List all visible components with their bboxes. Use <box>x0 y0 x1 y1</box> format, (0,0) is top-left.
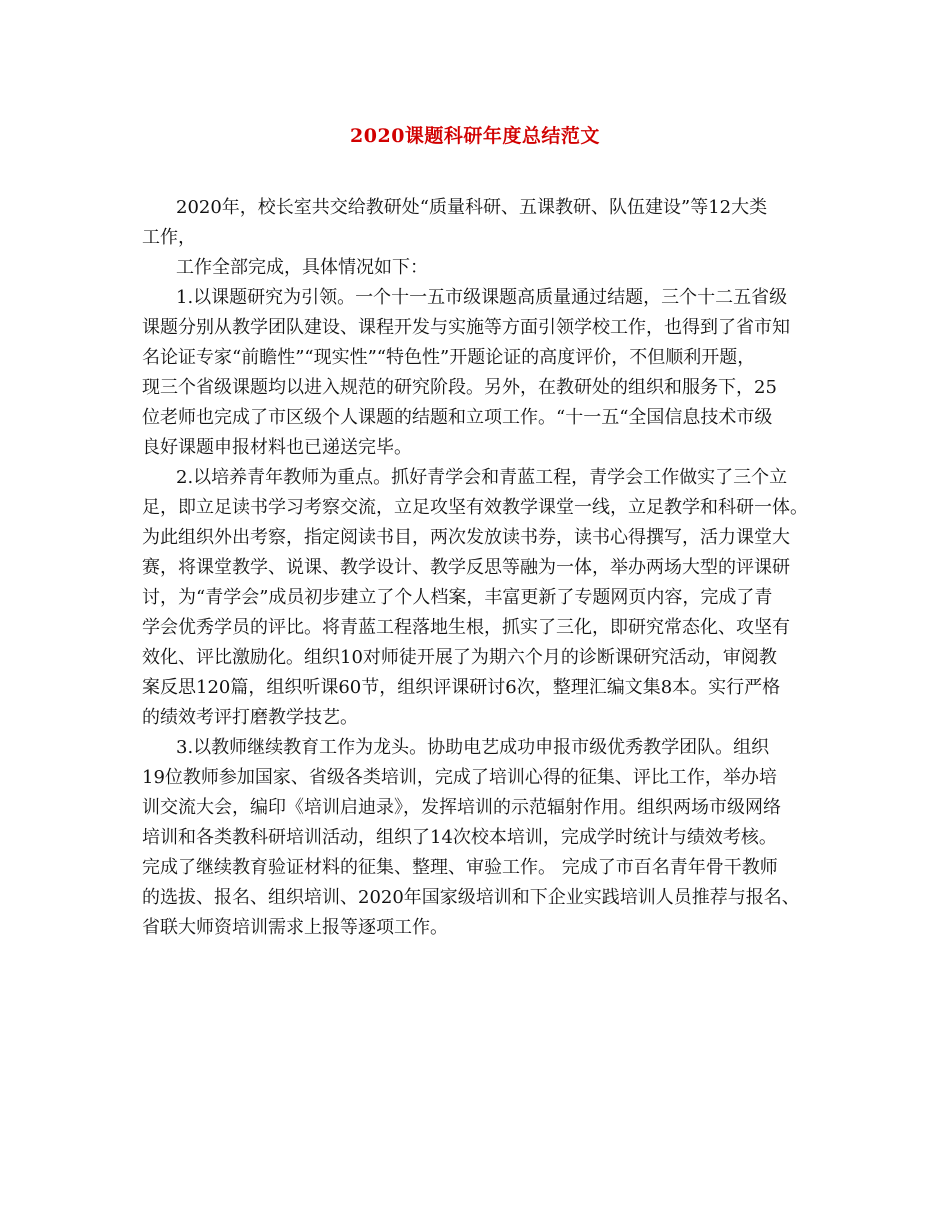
body-line: 培训和各类教科研培训活动，组织了14次校本培训，完成学时统计与绩效考核。 <box>142 827 777 848</box>
body-line: 省联大师资培训需求上报等逐项工作。 <box>142 917 448 938</box>
body-line: 19位教师参加国家、省级各类培训，完成了培训心得的征集、评比工作，举办培 <box>142 767 777 788</box>
body-line: 工作全部完成，具体情况如下： <box>176 257 428 278</box>
body-line: 学会优秀学员的评比。将青蓝工程落地生根，抓实了三化，即研究常态化、攻坚有 <box>142 617 790 638</box>
body-line: 1.以课题研究为引领。一个十一五市级课题高质量通过结题，三个十二五省级 <box>176 287 788 308</box>
document-title: 2020课题科研年度总结范文 <box>350 125 600 147</box>
body-line: 效化、评比激励化。组织10对师徒开展了为期六个月的诊断课研究活动，审阅教 <box>142 647 777 668</box>
body-line: 位老师也完成了市区级个人课题的结题和立项工作。“十一五“全国信息技术市级 <box>142 407 773 428</box>
body-line: 工作， <box>142 227 196 248</box>
body-line: 名论证专家“前瞻性”“现实性”“特色性”开题论证的高度评价，不但顺利开题， <box>142 347 756 368</box>
body-line: 现三个省级课题均以进入规范的研究阶段。另外，在教研处的组织和服务下，25 <box>142 377 777 398</box>
body-line: 2.以培养青年教师为重点。抓好青学会和青蓝工程，青学会工作做实了三个立 <box>176 467 788 488</box>
body-line: 完成了继续教育验证材料的征集、整理、审验工作。 完成了市百名青年骨干教师 <box>142 857 778 878</box>
body-line: 赛，将课堂教学、说课、教学设计、教学反思等融为一体，举办两场大型的评课研 <box>142 557 790 578</box>
body-line: 训交流大会，编印《培训启迪录》，发挥培训的示范辐射作用。组织两场市级网络 <box>142 797 781 818</box>
body-line: 2020年，校长室共交给教研处“质量科研、五课教研、队伍建设”等12大类 <box>176 197 768 218</box>
body-line: 良好课题申报材料也已递送完毕。 <box>142 437 412 458</box>
document-body <box>142 193 818 943</box>
body-line: 的绩效考评打磨教学技艺。 <box>142 707 358 728</box>
body-line: 讨，为“青学会”成员初步建立了个人档案，丰富更新了专题网页内容，完成了青 <box>142 587 773 608</box>
body-line: 3.以教师继续教育工作为龙头。协助电艺成功申报市级优秀教学团队。组织 <box>176 737 770 758</box>
body-line: 案反思120篇，组织听课60节，组织评课研讨6次，整理汇编文集8本。实行严格 <box>142 677 781 698</box>
body-line: 课题分别从教学团队建设、课程开发与实施等方面引领学校工作，也得到了省市知 <box>142 317 790 338</box>
body-line: 为此组织外出考察，指定阅读书目，两次发放读书券，读书心得撰写，活力课堂大 <box>142 527 790 548</box>
body-line: 足，即立足读书学习考察交流，立足攻坚有效教学课堂一线，立足教学和科研一体。 <box>142 497 808 518</box>
body-line: 的选拔、报名、组织培训、2020年国家级培训和下企业实践培训人员推荐与报名、 <box>142 887 800 908</box>
